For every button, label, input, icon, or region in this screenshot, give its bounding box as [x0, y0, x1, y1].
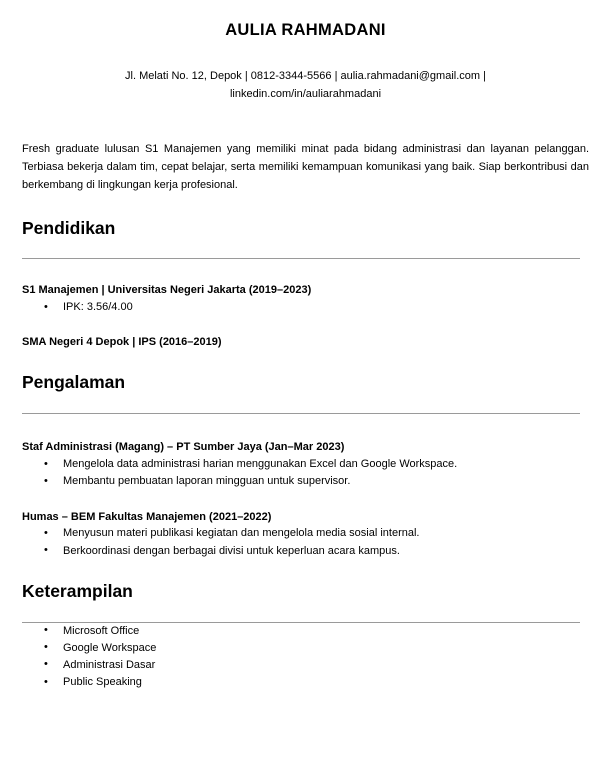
experience-entry-title: Staf Administrasi (Magang) – PT Sumber Jaya (Jan–Mar 2023) [22, 441, 345, 454]
candidate-name: AULIA RAHMADANI [225, 21, 386, 39]
list-item: • Mengelola data administrasi harian menggunakan Excel dan Google Workspace. [22, 456, 589, 473]
list-item: • Menyusun materi publikasi kegiatan dan mengelola media sosial internal. [22, 525, 589, 542]
experience-entry-title: Humas – BEM Fakultas Manajemen (2021–2022) [22, 510, 272, 523]
list-item: • Berkoordinasi dengan berbagai divisi untuk keperluan acara kampus. [22, 543, 589, 560]
contact-info-line: Jl. Melati No. 12, Depok | 0812-3344-5566 | aulia.rahmadani@gmail.com | linkedin.com/in/auliarahmadani [125, 70, 486, 101]
education-entry-title: S1 Manajemen | Universitas Negeri Jakarta (2019–2023) [22, 284, 312, 297]
list-item: • Google Workspace [22, 640, 589, 657]
experience-entry-bullets [22, 456, 589, 490]
section-heading-education: Pendidikan [22, 217, 116, 238]
section-heading-skills: Keterampilan [22, 580, 133, 601]
education-entry-bullets [22, 299, 589, 316]
experience-entry-bullets [22, 525, 589, 559]
professional-summary: Fresh graduate lulusan S1 Manajemen yang memiliki minat pada bidang administrasi dan layanan pelanggan. Terbiasa bekerja dalam tim, cepat belajar, serta memiliki kemampuan komunikasi yang baik. Siap berkontribusi dan berkembang di lingkungan kerja profesional. [22, 143, 589, 191]
list-item: • IPK: 3.56/4.00 [22, 299, 589, 316]
education-entry-title: SMA Negeri 4 Depok | IPS (2016–2019) [22, 336, 222, 349]
list-item: • Microsoft Office [22, 623, 589, 640]
list-item: • Public Speaking [22, 674, 589, 691]
list-item: • Membantu pembuatan laporan mingguan untuk supervisor. [22, 473, 589, 490]
skills-list [22, 623, 589, 692]
list-item: • Administrasi Dasar [22, 657, 589, 674]
section-heading-experience: Pengalaman [22, 372, 126, 393]
